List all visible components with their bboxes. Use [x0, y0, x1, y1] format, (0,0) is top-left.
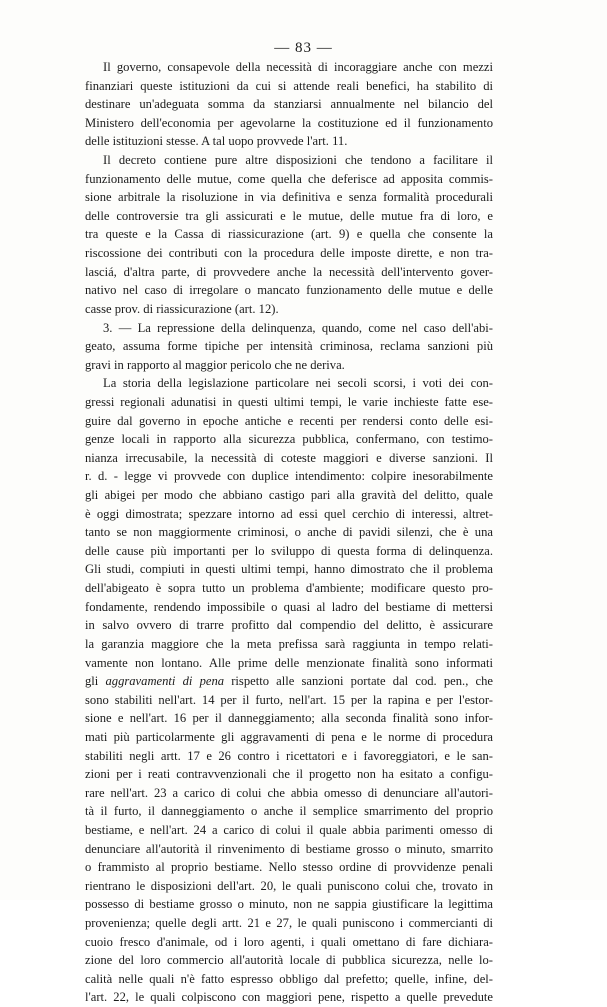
text-line: in salvo ovvero di trarre profitto dal compendio del delitto, è assicurare — [85, 618, 493, 633]
text-line: delle istituzioni stesse. A tal uopo provvede l'art. 11. — [85, 134, 348, 149]
text-line: vamente non lontano. Alle prime delle menzionate finalità sono informati — [85, 655, 493, 670]
text-line: bestiame, e nell'art. 24 a carico di colui il quale abbia parimenti omesso di — [85, 822, 493, 837]
text-line: cuoio fresco d'animale, od i loro agenti, i quali omettano di fare dichiara- — [85, 934, 493, 949]
text-line: calità nelle quali n'è fatto espresso obbligo dal prefetto; quelle, infine, del- — [85, 971, 493, 986]
text-line: nativo nel caso di irregolare o mancato funzionamento delle mutue e delle — [85, 283, 493, 298]
text-line: rare nell'art. 23 a carico di colui che abbia omesso di denunciare all'autori- — [85, 785, 493, 800]
text-line: la garanzia maggiore che la meta prefissa sarà raggiunta in tempo relati- — [85, 636, 493, 651]
text-line: casse prov. di riassicurazione (art. 12). — [85, 301, 279, 316]
text-line: fondamente, rendendo impossibile o quasi al ladro del bestiame di mettersi — [85, 599, 493, 614]
text-line: provenienza; quelle degli artt. 21 e 27, le quali puniscono i commercianti di — [85, 916, 493, 931]
text-line: gressi regionali adunatisi in questi ultimi tempi, le varie inchieste fatte ese- — [85, 394, 493, 409]
text-line: o frammisto al proprio bestiame. Nello stesso ordine di provvidenze penali — [85, 860, 493, 875]
text-line: r. d. - legge vi provvede con duplice intendimento: colpire inesorabilmente — [85, 469, 493, 484]
text-line: nianza irrecusabile, la necessità di coteste maggiori e diverse sanzioni. Il — [85, 450, 493, 465]
text-line: guire dal governo in epoche antiche e recenti per rendersi conto delle esi- — [85, 413, 493, 428]
text-segment: rispetto alle sanzioni portate dal cod. pen., che — [224, 674, 493, 689]
text-line: finanziari queste istituzioni da cui si attende reali benefici, ha stabilito di — [85, 78, 493, 93]
text-line: l'art. 22, le quali colpiscono con maggiori pene, rispetto a quelle prevedute — [85, 990, 493, 1005]
text-line: funzionamento delle mutue, come quella che deferisce ad apposita commis- — [85, 171, 493, 186]
text-line: mati più particolarmente gli aggravamenti di pena e le norme di procedura — [85, 729, 493, 744]
body-text — [85, 58, 493, 1007]
italic-phrase: aggravamenti di pena — [105, 674, 225, 689]
text-line: delle cause più importanti per lo sviluppo di questa forma di delinquenza. — [85, 543, 493, 558]
text-line: La storia della legislazione particolare nei secoli scorsi, i voti dei con- — [103, 376, 493, 391]
text-line: sono stabiliti nell'art. 14 per il furto, nell'art. 15 per la rapina e per l'estor- — [85, 692, 493, 707]
text-line: lasciá, d'altra parte, di provvedere anche la necessità dell'intervento gover- — [85, 264, 493, 279]
text-line: dell'abigeato è sopra tutto un problema d'ambiente; modificare questo pro- — [85, 581, 493, 596]
text-line — [85, 672, 493, 691]
page-number: — 83 — — [274, 40, 333, 56]
text-line: gli abigei per modo che abbiano castigo pari alla gravità del delitto, quale — [85, 488, 493, 503]
text-line: zioni per i reati contravvenzionali che il progetto non ha esitato a configu- — [85, 767, 493, 782]
text-line: denunciare all'autorità il rinvenimento di bestiame grosso o minuto, smarrito — [85, 841, 493, 856]
text-line: tà il furto, il danneggiamento o anche il semplice smarrimento del proprio — [85, 804, 493, 819]
text-line: Ministero dell'economia per agevolarne la costituzione ed il funzionamento — [85, 115, 493, 130]
text-line: tanto se non maggiormente criminosi, o anche di pavidi silenzi, che è una — [85, 525, 493, 540]
text-line: delle controversie tra gli assicurati e le mutue, delle mutue fra di loro, e — [85, 208, 493, 223]
text-line: genze locali in rapporto alla sicurezza pubblica, confermano, con testimo- — [85, 432, 493, 447]
text-line: possesso di bestiame grosso o minuto, non ne sappia giustificare la legittima — [85, 897, 493, 912]
text-line: gravi in rapporto al maggior pericolo che ne deriva. — [85, 357, 345, 372]
text-line: rientrano le disposizioni dell'art. 20, le quali puniscono colui che, trovato in — [85, 878, 493, 893]
text-line: sione e nell'art. 16 per il danneggiamento; alla seconda finalità sono infor- — [85, 711, 493, 726]
text-line: Il governo, consapevole della necessità di incoraggiare anche con mezzi — [103, 60, 493, 74]
text-line: zione del loro commercio all'autorità locale di pubblica sicurezza, nelle lo- — [85, 953, 493, 968]
text-segment: gli — [85, 674, 106, 689]
text-line: stabiliti negli artt. 17 e 26 contro i ricettatori e i favoreggiatori, e le san- — [85, 748, 493, 763]
text-line: Il decreto contiene pure altre disposizioni che tendono a facilitare il — [103, 153, 493, 168]
text-line: riscossione dei contributi con la procedura delle imposte dirette, e non tra- — [85, 246, 493, 261]
text-line: è oggi dimostrata; spezzare intorno ad essi quel cerchio di interessi, altret- — [85, 506, 493, 521]
text-line: sione arbitrale la risoluzione in via definitiva e senza formalità procedurali — [85, 190, 493, 205]
text-line: geato, assuma forme tipiche per intensità criminosa, reclama sanzioni più — [85, 339, 493, 354]
text-line: Gli studi, compiuti in questi ultimi tempi, hanno dimostrato che il problema — [85, 562, 493, 577]
text-line: tra queste e la Cassa di riassicurazione (art. 9) e quella che consente la — [85, 227, 493, 242]
text-line: destinare un'adeguata somma da stanziarsi annualmente nel bilancio del — [85, 97, 493, 112]
text-line: 3. — La repressione della delinquenza, quando, come nel caso dell'abi- — [103, 320, 493, 335]
